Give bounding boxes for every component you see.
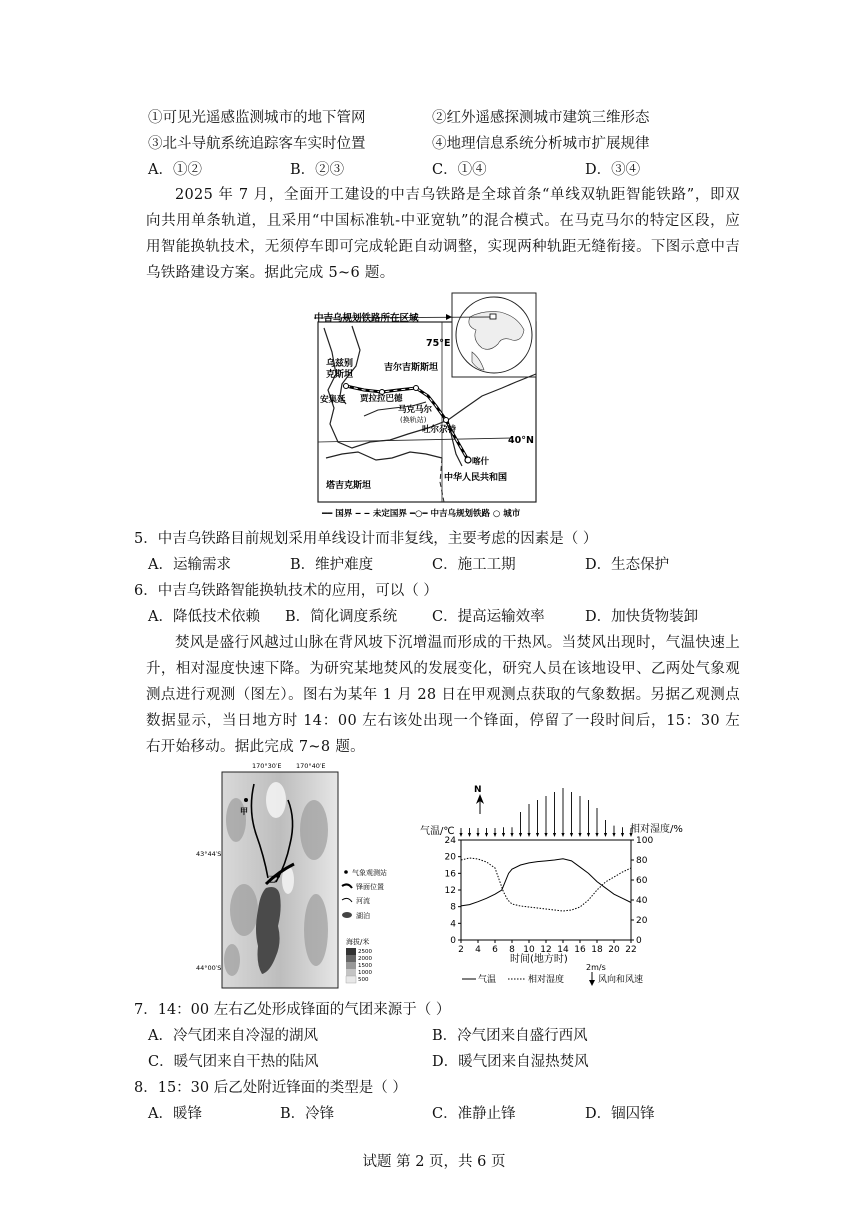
y-right-tick-label: 20 xyxy=(636,916,648,926)
label-andijan: 安集延 xyxy=(320,395,346,405)
y-left-tick-label: 4 xyxy=(450,919,456,930)
label-makmal-note: (换轨站) xyxy=(400,416,427,424)
q5-option-a: A．运输需求 xyxy=(148,557,231,573)
x-tick-label: 2 xyxy=(458,945,464,955)
wind-arrow-head xyxy=(553,833,556,837)
y-right-tick-label: 40 xyxy=(636,896,648,906)
lon-label-2: 170°40′E xyxy=(296,762,326,770)
legend-station: 气象观测站 xyxy=(352,869,387,877)
wind-arrow-head xyxy=(502,833,505,837)
q6-option-c: C．提高运输效率 xyxy=(432,609,545,625)
legend-river: 河流 xyxy=(356,897,370,905)
q4-option-a: A．①② xyxy=(148,162,202,178)
wind-arrow-head xyxy=(570,833,573,837)
wind-arrow-head xyxy=(493,833,496,837)
page-footer: 试题 第 2 页，共 6 页 xyxy=(362,1154,506,1170)
q4-option-c: C．①④ xyxy=(432,162,487,178)
label-makmal: 马克马尔 xyxy=(398,405,433,415)
y-right-tick-label: 100 xyxy=(636,836,654,846)
wind-arrow-head xyxy=(468,833,471,837)
x-tick-label: 8 xyxy=(509,945,515,955)
y-left-tick-label: 24 xyxy=(444,836,456,846)
q8-option-a: A．暖锋 xyxy=(148,1106,202,1122)
weather-chart xyxy=(416,780,706,986)
x-tick-label: 14 xyxy=(557,945,569,955)
x-tick-label: 22 xyxy=(625,945,637,955)
wind-arrow-head xyxy=(459,833,462,837)
x-tick-label: 4 xyxy=(475,945,481,955)
north-arrow xyxy=(474,785,484,814)
label-kyrgyzstan: 吉尔吉斯斯坦 xyxy=(384,363,439,373)
wind-arrow-head xyxy=(510,833,513,837)
lat-label-2: 44°00′S xyxy=(196,964,222,972)
elev-1500: 1500 xyxy=(358,963,372,969)
x-tick-label: 18 xyxy=(591,945,603,955)
q7-option-c: C．暖气团来自干热的陆风 xyxy=(148,1054,319,1070)
q8-option-c: C．准静止锋 xyxy=(432,1106,516,1122)
q4-statement-4: ④地理信息系统分析城市扩展规律 xyxy=(432,136,650,152)
passage-railway: 2025 年 7 月，全面开工建设的中吉乌铁路是全球首条“单线双轨距智能铁路”，即双向共用单条轨道，且采用“中国标准轨-中亚宽轨”的混合模式。在马克马尔的特定区段，应用智能换轨技术，无须停车即可完成轮距自动调整，实现两种轨距无缝衔接。下图示意中吉乌铁路建设方案。据此完成 5~6 题。 xyxy=(146,187,740,281)
x-tick-label: 12 xyxy=(540,945,552,955)
wind-barbs xyxy=(459,788,632,837)
legend-humidity: 相对湿度 xyxy=(528,975,565,985)
wind-arrow-head xyxy=(621,833,624,837)
y-right-tick-label: 60 xyxy=(636,876,648,886)
foehn-terrain-map xyxy=(196,760,416,992)
series-temperature-line xyxy=(461,859,631,906)
chart-legend xyxy=(462,972,643,986)
wind-arrow-head xyxy=(527,833,530,837)
station-jia xyxy=(244,798,248,802)
q8-option-b: B．冷锋 xyxy=(280,1106,335,1122)
q6-stem: 6．中吉乌铁路智能换轨技术的应用，可以（ ） xyxy=(134,583,438,599)
x-tick-label: 6 xyxy=(492,945,498,955)
wind-arrow-head xyxy=(587,833,590,837)
y-left-tick-label: 16 xyxy=(444,869,456,880)
elev-2000: 2000 xyxy=(358,956,372,962)
label-yi: 乙 xyxy=(268,875,276,884)
elev-2500: 2500 xyxy=(358,949,372,955)
y-left-tick-label: 8 xyxy=(450,902,456,913)
x-axis-label: 时间(地方时) xyxy=(510,954,568,965)
q4-statement-3: ③北斗导航系统追踪客车实时位置 xyxy=(148,136,366,152)
q5-stem: 5．中吉乌铁路目前规划采用单线设计而非复线，主要考虑的因素是（ ） xyxy=(134,531,598,547)
city-makmal xyxy=(414,386,419,391)
north-label: N xyxy=(474,785,482,795)
label-china: 中华人民共和国 xyxy=(444,473,508,483)
q7-stem: 7．14：00 左右乙处形成锋面的气团来源于（ ） xyxy=(134,1002,451,1018)
q7-option-a: A．冷气团来自冷湿的湖风 xyxy=(148,1028,318,1044)
x-tick-label: 20 xyxy=(608,945,620,955)
label-uzbekistan: 乌兹别 xyxy=(326,359,354,369)
passage-foehn: 焚风是盛行风越过山脉在背风坡下沉增温而形成的干热风。当焚风出现时，气温快速上升，相对湿度快速下降。为研究某地焚风的发展变化，研究人员在该地设甲、乙两处气象观测点进行观测（图左）。图右为某年 1 月 28 日在甲观测点获取的气象数据。另据乙观测点数据显示，当日地方时 14：00 左右该处出现一个锋面，停留了一段时间后，15：30 左右开始移动。据此完成 7~8 题。 xyxy=(146,635,740,755)
x-tick-label: 10 xyxy=(523,945,535,955)
label-tajikistan: 塔吉克斯坦 xyxy=(326,481,372,491)
label-jalalabad: 贾拉拉巴德 xyxy=(360,394,403,404)
elev-legend xyxy=(346,948,372,983)
q7-option-d: D．暖气团来自湿热焚风 xyxy=(432,1054,589,1070)
station-yi xyxy=(276,874,280,878)
q6-option-a: A．降低技术依赖 xyxy=(148,609,260,625)
legend-front: 锋面位置 xyxy=(356,883,384,891)
legend-temp: 气温 xyxy=(478,975,497,985)
q4-option-b: B．②③ xyxy=(290,162,345,178)
q4-statement-2: ②红外遥感探测城市建筑三维形态 xyxy=(432,110,650,126)
lon-75e-label: 75°E xyxy=(426,338,451,349)
wind-arrow-head xyxy=(612,833,615,837)
q7-option-b: B．冷气团来自盛行西风 xyxy=(432,1028,588,1044)
q4-option-d: D．③④ xyxy=(585,162,641,178)
inset-label: 中吉乌规划铁路所在区域 xyxy=(314,313,419,324)
wind-arrow-head xyxy=(519,833,522,837)
elev-1000: 1000 xyxy=(358,970,372,976)
label-torugart: 吐尔尕特 xyxy=(422,425,457,435)
y-left-tick-label: 20 xyxy=(444,852,456,863)
city-torugart xyxy=(444,418,449,423)
wind-scale-label: 2m/s xyxy=(586,963,606,972)
q5-option-b: B．维护难度 xyxy=(290,557,374,573)
elev-500: 500 xyxy=(358,977,369,983)
city-kashgar xyxy=(465,457,471,463)
legend-lake: 湖泊 xyxy=(356,912,370,920)
y-right-tick-label: 80 xyxy=(636,856,648,866)
y-right-label: 相对湿度/% xyxy=(630,824,683,835)
x-tick-label: 16 xyxy=(574,945,586,955)
q4-statement-1: ①可见光遥感监测城市的地下管网 xyxy=(148,110,366,126)
y-right-tick-label: 0 xyxy=(636,936,642,946)
wind-arrow-head xyxy=(595,833,598,837)
wind-arrow-head xyxy=(536,833,539,837)
wind-arrow-head xyxy=(561,833,564,837)
label-uzbekistan-2: 克斯坦 xyxy=(326,370,354,380)
city-andijan xyxy=(344,384,349,389)
label-kashgar: 喀什 xyxy=(472,457,490,467)
wind-arrow-head xyxy=(544,833,547,837)
series-humidity-line xyxy=(461,858,631,911)
q8-option-d: D．锢囚锋 xyxy=(585,1106,655,1122)
q5-option-d: D．生态保护 xyxy=(585,557,670,573)
lat-label-1: 43°44′S xyxy=(196,850,222,858)
wind-arrow-head xyxy=(485,833,488,837)
y-left-tick-label: 0 xyxy=(450,936,456,946)
wind-arrow-head xyxy=(476,833,479,837)
lat-40n-label: 40°N xyxy=(508,435,534,446)
elev-legend-title: 海拔/米 xyxy=(346,938,370,946)
q6-option-d: D．加快货物装卸 xyxy=(585,609,699,625)
q6-option-b: B．简化调度系统 xyxy=(285,609,398,625)
y-left-label: 气温/℃ xyxy=(420,826,455,837)
label-jia: 甲 xyxy=(240,807,248,816)
map1-legend: ━━ 国界 ‒ ‒ 未定国界 ━○━ 中吉乌规划铁路 ○ 城市 xyxy=(322,509,521,519)
railway-map xyxy=(312,292,538,520)
lon-label-1: 170°30′E xyxy=(252,762,282,770)
wind-arrow-head xyxy=(604,833,607,837)
wind-arrow-head xyxy=(578,833,581,837)
legend-wind: 风向和风速 xyxy=(598,975,644,985)
y-left-tick-label: 12 xyxy=(444,886,456,896)
q5-option-c: C．施工工期 xyxy=(432,557,516,573)
q8-stem: 8．15：30 后乙处附近锋面的类型是（ ） xyxy=(134,1080,407,1096)
